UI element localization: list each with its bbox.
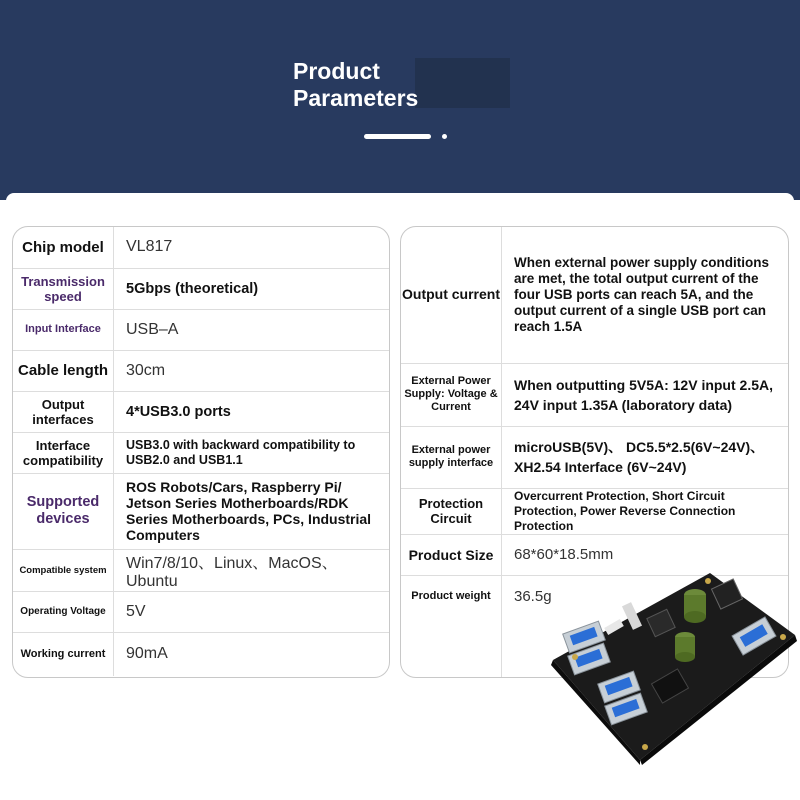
spec-value: 5Gbps (theoretical) bbox=[114, 268, 390, 309]
title-shadow-decoration bbox=[415, 58, 510, 108]
table-row bbox=[13, 549, 389, 591]
spec-value: USB3.0 with backward compatibility to USB2.0 and USB1.1 bbox=[114, 432, 390, 473]
table-row bbox=[13, 432, 389, 473]
spec-label: Output current bbox=[401, 227, 502, 363]
spec-value: USB–A bbox=[114, 309, 390, 350]
table-row bbox=[401, 227, 788, 363]
table-row bbox=[13, 268, 389, 309]
spec-value: 36.5g bbox=[514, 587, 552, 605]
spec-label: Chip model bbox=[13, 227, 114, 268]
spec-label: Interface compatibility bbox=[13, 432, 114, 473]
spec-label: Output interfaces bbox=[13, 391, 114, 432]
table-row bbox=[13, 309, 389, 350]
spec-value: 68*60*18.5mm bbox=[502, 534, 789, 575]
title-underline-dot bbox=[442, 134, 447, 139]
spec-label: Product weight bbox=[401, 575, 502, 678]
spec-label: Product Size bbox=[401, 534, 502, 575]
spec-label: Working current bbox=[13, 632, 114, 676]
spec-label: Protection Circuit bbox=[401, 488, 502, 534]
spec-value: When external power supply conditions are met, the total output current of the four USB ports can reach 5A, and the output current of a single USB port can reach 1.5A bbox=[502, 227, 789, 363]
spec-label: Input Interface bbox=[13, 309, 114, 350]
spec-table-left bbox=[12, 226, 390, 678]
table-row bbox=[13, 473, 389, 549]
table-row bbox=[13, 350, 389, 391]
spec-value: 90mA bbox=[126, 645, 168, 663]
spec-value: ROS Robots/Cars, Raspberry Pi/ Jetson Series Motherboards/RDK Series Motherboards, PCs, Industrial Computers bbox=[114, 473, 390, 549]
spec-value: When outputting 5V5A: 12V input 2.5A, 24V input 1.35A (laboratory data) bbox=[502, 363, 789, 426]
spec-label: Supported devices bbox=[13, 473, 114, 549]
table-row bbox=[13, 227, 389, 268]
title-line-2: Parameters bbox=[293, 85, 419, 111]
spec-value: microUSB(5V)、 DC5.5*2.5(6V~24V)、XH2.54 Interface (6V~24V) bbox=[502, 426, 789, 488]
table-row bbox=[13, 591, 389, 632]
spec-value: 30cm bbox=[114, 350, 390, 391]
spec-label: Cable length bbox=[13, 350, 114, 391]
table-row bbox=[13, 391, 389, 432]
spec-label: External power supply interface bbox=[401, 426, 502, 488]
spec-value: VL817 bbox=[114, 227, 390, 268]
table-row bbox=[401, 488, 788, 534]
title-line-1: Product bbox=[293, 58, 380, 84]
table-row bbox=[401, 363, 788, 426]
spec-value: Overcurrent Protection, Short Circuit Protection, Power Reverse Connection Protection bbox=[502, 488, 789, 534]
spec-label: Operating Voltage bbox=[13, 591, 114, 632]
spec-label: Compatible system bbox=[13, 549, 114, 591]
title-underline-bar bbox=[364, 134, 431, 139]
spec-label: Transmission speed bbox=[13, 268, 114, 309]
table-row bbox=[13, 632, 389, 676]
page-title bbox=[293, 58, 418, 112]
usb-hub-board-image bbox=[545, 565, 800, 765]
table-row bbox=[401, 426, 788, 488]
spec-value: Win7/8/10、Linux、MacOS、Ubuntu bbox=[114, 549, 390, 591]
spec-label: External Power Supply: Voltage & Current bbox=[401, 363, 502, 426]
spec-value: 4*USB3.0 ports bbox=[114, 391, 390, 432]
spec-value: 5V bbox=[114, 591, 390, 632]
